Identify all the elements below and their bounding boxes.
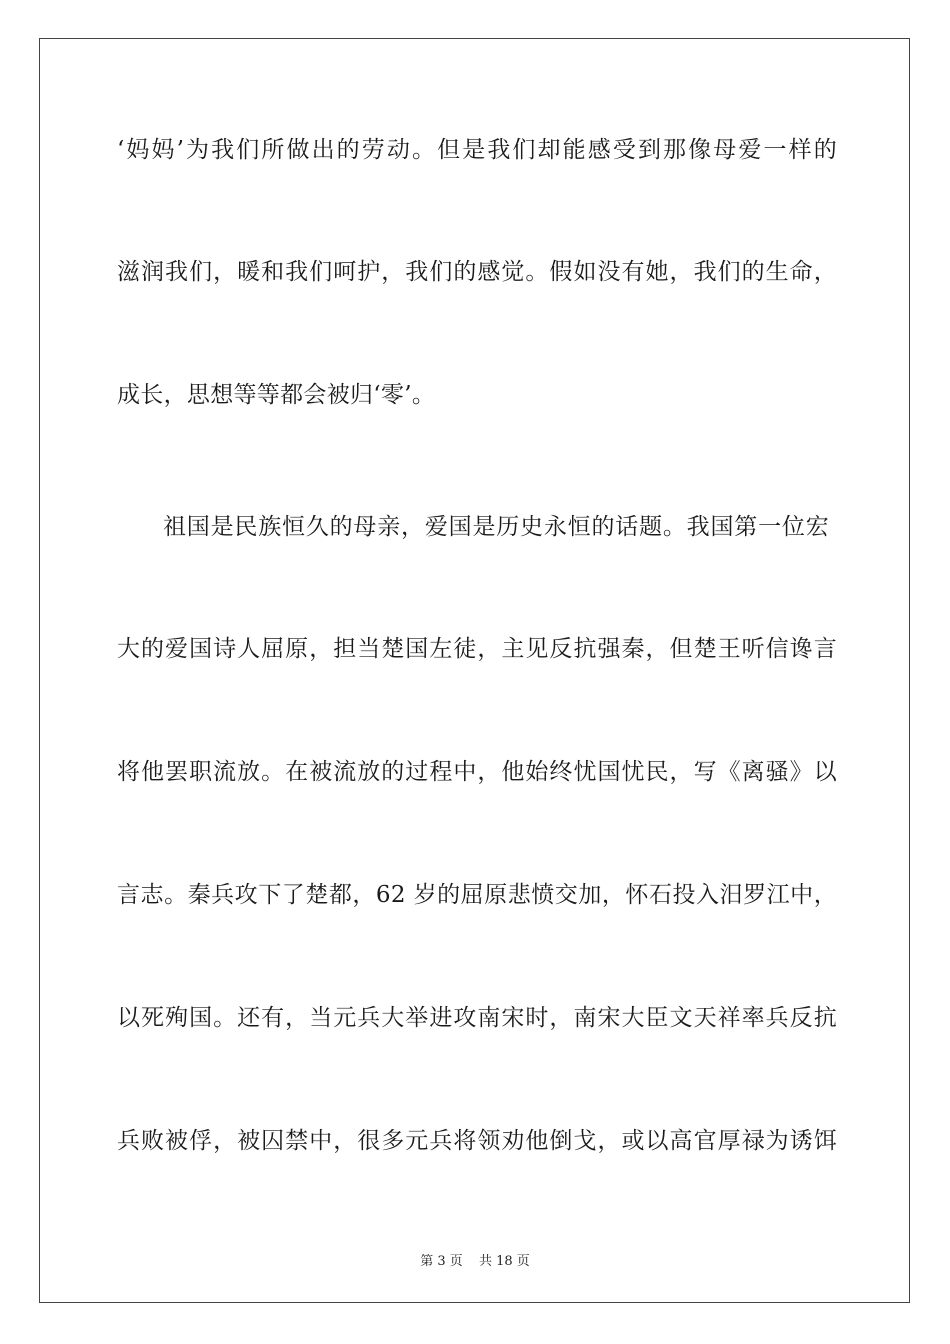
paragraph-line: 将他罢职流放。在被流放的过程中，他始终忧国忧民，写《离骚》以	[117, 759, 837, 785]
page-total: 共 18 页	[478, 1254, 530, 1269]
page-footer	[0, 1250, 950, 1269]
paragraph-line: 大的爱国诗人屈原，担当楚国左徒，主见反抗强秦，但楚王听信谗言	[117, 636, 837, 662]
paragraph-line-end: 成长，思想等等都会被归‘零’。	[117, 382, 436, 408]
paragraph-line: ‘妈妈’为我们所做出的劳动。但是我们却能感受到那像母爱一样的	[117, 137, 837, 163]
page-border	[39, 38, 910, 1303]
paragraph-line-indented: 祖国是民族恒久的母亲，爱国是历史永恒的话题。我国第一位宏	[163, 514, 829, 540]
paragraph-line: 滋润我们，暖和我们呵护，我们的感觉。假如没有她，我们的生命，	[117, 259, 837, 285]
paragraph-line: 以死殉国。还有，当元兵大举进攻南宋时，南宋大臣文天祥率兵反抗	[117, 1005, 837, 1031]
page-number: 第 3 页	[420, 1254, 463, 1269]
paragraph-line: 言志。秦兵攻下了楚都，62 岁的屈原悲愤交加，怀石投入汨罗江中，	[117, 882, 837, 908]
paragraph-line: 兵败被俘，被囚禁中，很多元兵将领劝他倒戈，或以高官厚禄为诱饵	[117, 1128, 837, 1154]
